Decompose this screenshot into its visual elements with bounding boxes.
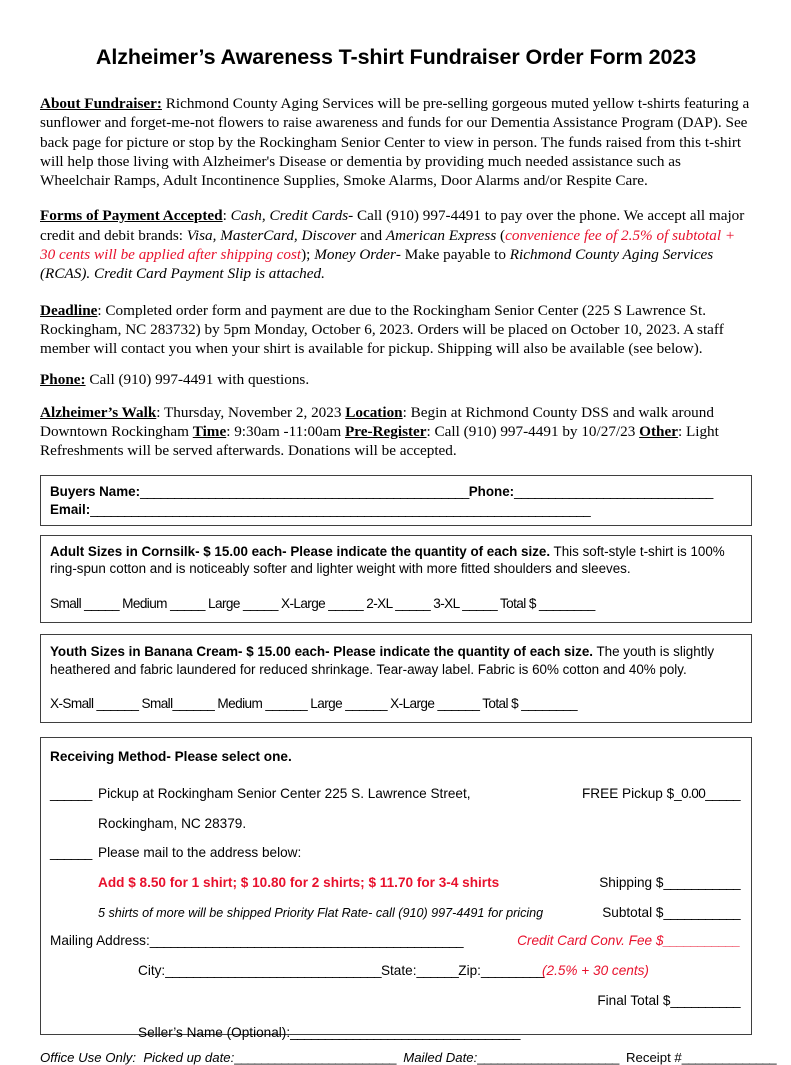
deadline-paragraph <box>40 301 752 359</box>
forms-of-payment-label: Forms of Payment Accepted <box>40 207 223 225</box>
pickup-amount-value[interactable]: _0.00_____ <box>674 786 740 802</box>
payment-text-2: - Call (910) 997-4491 to pay over the phone. We accept all major credit and debit brands: <box>40 207 745 244</box>
conv-fee-input[interactable]: ___________ <box>663 933 740 949</box>
walk-text-3: : 9:30am -11:00am <box>226 423 345 441</box>
phone-label: Phone: <box>40 370 86 388</box>
buyers-name-input[interactable]: ________________________________________________ <box>140 483 469 499</box>
about-fundraiser-body: Richmond County Aging Services will be pre-selling gorgeous muted yellow t-shirts featuring a sunflower and forget-me-not flowers to raise awareness and funds for our Dementia Assistance Program (DAP). See back page for picture or stop by the Rockingham Senior Center to view in person. The funds raised from this t-shirt will help those living with Alzheimer's Disease or dementia by providing much needed assistance such as Wheelchair Ramps, Adult Incontinence Supplies, Smoke Alarms, Door Alarms and/or Respite Care. <box>40 95 750 190</box>
deadline-body: : Completed order form and payment are due to the Rockingham Senior Center (225 S Lawrence St. Rockingham, NC 283732) by 5pm Monday, October 6, 2023. Orders will be placed on October 10, 2023. A staff member will contact you when your shirt is available for pickup. Shipping will also be available (see below). <box>40 301 724 358</box>
pickup-amount-label: FREE Pickup $ <box>582 786 675 802</box>
receiving-method-title: Receiving Method- Please select one. <box>50 749 292 765</box>
mailing-address-row <box>50 932 742 962</box>
youth-sizes-detail: The youth is slightly heathered and fabric laundered for reduced shrinkage. Tear-away label. Fabric is 60% cotton and 40% poly. <box>50 643 715 677</box>
mail-option-text: Please mail to the address below: <box>98 845 302 861</box>
about-fundraiser-paragraph <box>40 94 752 190</box>
buyer-info-box <box>40 475 752 526</box>
walk-other-label: Other <box>639 423 678 441</box>
shipping-rates-row <box>50 874 742 904</box>
adult-sizes-box <box>40 535 752 623</box>
buyer-phone-label: Phone: <box>468 483 515 499</box>
final-total-row <box>50 992 742 1024</box>
buyer-name-row <box>50 483 742 501</box>
office-use-footer <box>40 1050 777 1065</box>
seller-name-field <box>138 1024 520 1042</box>
pickup-amount-row <box>582 785 740 803</box>
zip-label: Zip: <box>458 963 481 979</box>
buyer-email-input[interactable]: _________________________________________________________________________ <box>90 501 591 517</box>
final-total-input[interactable]: __________ <box>670 993 740 1009</box>
forms-of-payment-paragraph <box>40 206 752 283</box>
mailing-address-label: Mailing Address: <box>50 933 150 949</box>
adult-sizes-heading: Adult Sizes in Cornsilk- $ 15.00 each- Please indicate the quantity of each size. <box>50 543 551 559</box>
payment-italic-slip: Credit Card Payment Slip is attached. <box>90 265 325 283</box>
receipt-number-label: Receipt # <box>626 1050 682 1065</box>
adult-sizes-quantity-row[interactable]: Small _____ Medium _____ Large _____ X-Large _____ 2-XL _____ 3-XL _____ Total $ ________ <box>50 595 595 611</box>
about-fundraiser-label: About Fundraiser: <box>40 95 162 112</box>
buyer-email-row <box>50 501 742 519</box>
phone-body: Call (910) 997-4491 with questions. <box>85 370 310 388</box>
walk-paragraph <box>40 403 752 461</box>
subtotal-amount-label: Subtotal $ <box>602 905 664 921</box>
seller-name-label: Seller’s Name (Optional): <box>138 1025 291 1041</box>
state-label: State: <box>380 963 417 979</box>
payment-italic-amex: American Express <box>385 226 497 244</box>
seller-name-row <box>50 1024 742 1046</box>
payment-italic-rcas: Richmond County Aging Services (RCAS). <box>40 246 714 283</box>
picked-up-date-input[interactable]: ________________________ <box>234 1050 396 1065</box>
mailing-address-input[interactable]: _____________________________________________ <box>149 933 463 949</box>
payment-text-5: ); <box>301 246 315 264</box>
final-total-label: Final Total $ <box>597 993 671 1009</box>
pickup-city-row <box>50 815 742 844</box>
youth-sizes-heading: Youth Sizes in Banana Cream- $ 15.00 each- Please indicate the quantity of each size. <box>50 643 594 659</box>
walk-text-5: : Light Refreshments will be served afterwards. Donations will be accepted. <box>40 423 719 460</box>
adult-sizes-description <box>50 543 742 578</box>
picked-up-date-label: Picked up date: <box>143 1050 235 1065</box>
city-state-zip-row <box>50 962 742 992</box>
mailing-address-field <box>50 932 463 950</box>
pickup-checkbox-line[interactable]: ______ <box>50 786 92 802</box>
walk-text-1: : Thursday, November 2, 2023 <box>156 403 346 421</box>
walk-text-4: : Call (910) 997-4491 by 10/27/23 <box>426 423 640 441</box>
mailed-date-label: Mailed Date: <box>403 1050 478 1065</box>
adult-sizes-detail: This soft-style t-shirt is 100% ring-spun cotton and is noticeably softer and lighter weight with more fitted shoulders and sleeves. <box>50 543 725 577</box>
seller-name-input[interactable]: _________________________________ <box>290 1025 520 1041</box>
state-input[interactable]: ______ <box>416 963 459 979</box>
youth-sizes-quantity-row[interactable]: X-Small ______ Small______ Medium ______ Large ______ X-Large ______ Total $ ________ <box>50 696 577 712</box>
city-label: City: <box>138 963 166 979</box>
conv-fee-row <box>517 932 740 950</box>
deadline-label: Deadline <box>40 301 98 319</box>
payment-text-3: and <box>356 226 386 244</box>
pickup-option-text: Pickup at Rockingham Senior Center 225 S. Lawrence Street, <box>98 786 471 802</box>
payment-italic-brands: Visa, MasterCard, Discover <box>186 226 357 244</box>
mailed-date-input[interactable]: _____________________ <box>477 1050 619 1065</box>
youth-sizes-box <box>40 634 752 723</box>
subtotal-amount-row <box>602 904 740 922</box>
youth-sizes-description <box>50 643 742 678</box>
receiving-method-box <box>40 737 752 1041</box>
city-state-zip-fields <box>138 962 544 980</box>
shipping-amount-input[interactable]: ___________ <box>663 875 740 891</box>
subtotal-amount-input[interactable]: ___________ <box>663 905 740 921</box>
walk-time-label: Time <box>192 423 227 441</box>
walk-label: Alzheimer’s Walk <box>40 403 157 421</box>
payment-text-6: - Make payable to <box>395 246 510 264</box>
office-use-label: Office Use Only: <box>40 1050 137 1065</box>
conv-fee-note: (2.5% + 30 cents) <box>542 963 649 979</box>
flat-rate-row <box>50 904 742 932</box>
mail-option-row <box>50 844 742 874</box>
receipt-number-input[interactable]: ______________ <box>681 1050 777 1065</box>
page-title: Alzheimer’s Awareness T-shirt Fundraiser Order Form 2023 <box>95 45 697 69</box>
mail-checkbox-line[interactable]: ______ <box>50 845 92 861</box>
phone-paragraph <box>40 370 752 389</box>
payment-italic-money-order: Money Order <box>314 246 396 264</box>
page-content <box>40 0 777 1065</box>
payment-text-1: : <box>222 207 231 225</box>
flat-rate-note: 5 shirts of more will be shipped Priority Flat Rate- call (910) 997-4491 for pricing <box>98 906 544 921</box>
payment-italic-cash: Cash, Credit Cards <box>230 207 349 225</box>
city-input[interactable]: _______________________________ <box>165 963 381 979</box>
buyer-phone-input[interactable]: _____________________________ <box>514 483 713 499</box>
buyer-email-label: Email: <box>50 501 91 517</box>
buyers-name-label: Buyers Name: <box>50 483 141 499</box>
final-total-group <box>597 992 740 1010</box>
walk-location-label: Location <box>345 403 403 421</box>
payment-convenience-fee-note: convenience fee of 2.5% of subtotal + 30 cents will be applied after shipping cost <box>40 226 736 264</box>
shipping-amount-label: Shipping $ <box>599 875 664 891</box>
conv-fee-label: Credit Card Conv. Fee $ <box>517 933 664 949</box>
pickup-city-text: Rockingham, NC 28379. <box>98 816 247 832</box>
payment-text-4: ( <box>496 226 506 244</box>
shipping-rates-note: Add $ 8.50 for 1 shirt; $ 10.80 for 2 shirts; $ 11.70 for 3-4 shirts <box>98 875 500 891</box>
walk-text-2: : Begin at Richmond County DSS and walk around Downtown Rockingham <box>40 403 714 441</box>
shipping-amount-row <box>599 874 740 892</box>
pickup-option-row <box>50 785 742 815</box>
walk-preregister-label: Pre-Register <box>345 423 427 441</box>
zip-input[interactable]: _________ <box>480 963 544 979</box>
